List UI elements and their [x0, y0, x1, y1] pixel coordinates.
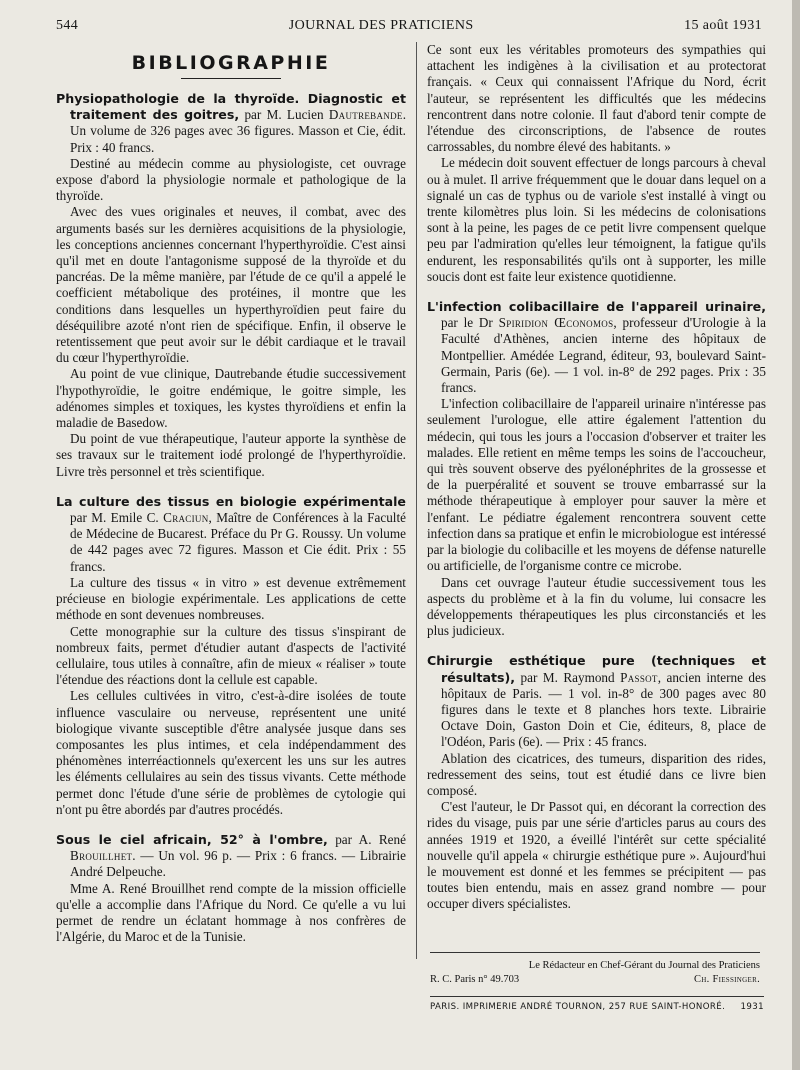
review-heading: [56, 91, 406, 156]
review-paragraph: Du point de vue thérapeutique, l'auteur apporte la synthèse de ses travaux sur le traitement iodé prolongé de l'hyperthyroïdie. Livre très personnel et très scientifique.: [56, 431, 406, 479]
review-heading: [56, 494, 406, 575]
title-rule: [181, 78, 281, 79]
page-header: [56, 18, 766, 34]
review-body: [56, 156, 406, 480]
review-paragraph: Cette monographie sur la culture des tissus s'inspirant de nombreux faits, permet d'étudier autant d'aspects de l'activité cellulaire, tous utiles à connaître, afin de mieux « réaliser » toute l'étendue des réactions dont la cellule est capable.: [56, 623, 406, 688]
review-heading: [427, 299, 766, 396]
review-paragraph: Les cellules cultivées in vitro, c'est-à-dire isolées de toute influence vasculaire ou nerveuse, représentent une unité biologique vivante susceptible d'être analysée jusque dans ses composantes les plus intimes, et cela indépendamment des phénomènes interréactionnels qu'exercent les uns sur les autres les éléments cellulaires au sein des tissus vivants. Cette méthode permet donc l'étude d'une série de problèmes de cytologie qui n'ont pu être abordés par d'autres procédés.: [56, 688, 406, 817]
imprint-text: PARIS. IMPRIMERIE ANDRÉ TOURNON, 257 RUE SAINT-HONORÉ.: [430, 1002, 726, 1012]
review-culture-tissus: [56, 494, 406, 818]
review-details: , ancien interne des hôpitaux de Paris. — 1 vol. in-8° de 300 pages avec 80 figures dans le texte et 8 planches hors texte. Librairie Octave Doin, Gaston Doin et Cie, éditeurs, 8, place de l'Odéon, Paris (6e). — Prix : 45 francs.: [440, 669, 767, 750]
review-title: L'infection colibacillaire de l'appareil urinaire,: [426, 299, 766, 315]
review-ciel-africain: [56, 832, 406, 945]
review-paragraph: Ablation des cicatrices, des tumeurs, disparition des rides, redressement des seins, tout est étudié dans ce livre bien composé.: [426, 750, 766, 798]
review-pre: par le Dr: [440, 315, 493, 331]
imprint-year: 1931: [740, 1002, 764, 1012]
review-pre: par M. Raymond: [520, 669, 615, 685]
review-chirurgie-esthetique: [427, 653, 766, 912]
review-paragraph: C'est l'auteur, le Dr Passot qui, en décorant la correction des rides du visage, puis par une série d'articles parus au cours des années 1919 et 1920, a éveillé l'intérêt sur cette spécialité nouvelle qu'il appela « chirurgie esthétique pure ». Aujourd'hui le mouvement est donné et les femmes se précipitent — pas toutes bien entendu, mais en assez grand nombre — pour occuper divers spécialistes.: [426, 799, 766, 912]
review-paragraph: La culture des tissus « in vitro » est devenue extrêmement précieuse en biologie expérimentale. Les applications de cette méthode en sont devenues nombreuses.: [56, 574, 406, 623]
review-author: Passot: [620, 669, 658, 685]
page-number: 544: [56, 18, 79, 33]
review-body: [56, 575, 406, 818]
review-thyroide: [56, 91, 406, 480]
editor-footer: [430, 952, 760, 987]
review-paragraph: Ce sont eux les véritables promoteurs des sympathies qui attachent les indigènes à la civilisation et au protectorat français. « Ceux qui connaissent l'Afrique du Nord, écrit l'auteur, se représentent les difficultés que les médecins rencontrent dans notre colonie. Il faut d'abord tenir compte de l'étendue des circonscriptions, de l'absence de routes carrossables, du nombre élevé des habitants. »: [426, 42, 766, 155]
review-details: , professeur d'Urologie à la Faculté d'Athènes, ancien interne des hôpitaux de Montpellier. Amédée Legrand, éditeur, 93, boulevard Saint-Germain, Paris (6e). — 1 vol. in-8° de 292 pages. Prix : 35 francs.: [440, 315, 766, 396]
review-title: Sous le ciel africain, 52° à l'ombre,: [56, 831, 328, 847]
review-title: Physiopathologie de la thyroïde. Diagnostic et traitement des goitres,: [56, 91, 406, 123]
right-column: [416, 42, 766, 959]
review-pre: par A. René: [335, 831, 406, 847]
review-infection-colibacillaire: [427, 299, 766, 639]
review-paragraph: Au point de vue clinique, Dautrebande étudie successivement l'hypothyroïdie, le goitre endémique, le goitre simple, les adénomes simples et toxiques, les kystes thyroïdiens et enfin la maladie de Basedow.: [56, 366, 406, 431]
review-author: Dautrebande: [328, 107, 403, 123]
review-paragraph: Mme A. René Brouillhet rend compte de la mission officielle qu'elle a accomplie dans l'Afrique du Nord. Ce qu'elle a vu lui permet de rendre un éclatant hommage à nos confrères de l'Algérie, du Maroc et de la Tunisie.: [56, 880, 406, 945]
issue-date: 15 août 1931: [684, 18, 762, 33]
review-author: Spiridion Œconomos: [498, 315, 614, 331]
review-paragraph: L'infection colibacillaire de l'appareil urinaire n'intéresse pas seulement l'urologue, elle attire également l'attention du médecin, qui tous les jours a l'occasion d'observer et traiter les malades. Elle retient en même temps les soins de l'accoucheur, qui très souvent observe des pyélonéphrites de la grossesse et de la puerpéralité et souvent se trouve embarrassé sur la méthode thérapeutique à employer pour sauver la mère et l'enfant. Le pédiatre également rencontrera souvent cette infection dans sa pratique et enfin le microbiologue est intéressé par la biologie du colibacille et les moyens de défense naturelle ou artificielle, de l'organisme contre ce microbe.: [426, 396, 766, 574]
review-author: Craciun: [163, 510, 209, 526]
review-body: [427, 396, 766, 639]
printer-imprint: [430, 996, 764, 1012]
journal-title: JOURNAL DES PRATICIENS: [288, 18, 474, 33]
review-title: Chirurgie esthétique pure (techniques et résultats),: [426, 653, 766, 685]
review-pre: par M. Lucien: [244, 107, 324, 123]
registry-number: R. C. Paris n° 49.703: [430, 974, 520, 985]
review-body: [56, 881, 406, 946]
review-paragraph: Destiné au médecin comme au physiologiste, cet ouvrage expose d'abord la physiologie normale et pathologique de la thyroïde.: [56, 155, 406, 204]
review-pre: par M. Emile C.: [70, 510, 159, 526]
review-details: . — Un vol. 96 p. — Prix : 6 francs. — Librairie André Delpeuche.: [70, 848, 406, 880]
editor-name: Ch. Fiessinger.: [693, 974, 760, 985]
two-column-body: [56, 42, 766, 959]
editor-line: Le Rédacteur en Chef-Gérant du Journal des Praticiens: [528, 960, 760, 971]
review-title: La culture des tissus en biologie expérimentale: [56, 493, 406, 509]
review-details: , Maître de Conférences à la Faculté de Médecine de Bucarest. Préface du Pr G. Roussy. Un volume de 442 pages avec 72 figures. Masson et Cie édit. Prix : 55 francs.: [70, 510, 406, 574]
review-paragraph: Le médecin doit souvent effectuer de longs parcours à cheval ou à mulet. Il arrive fréquemment que le douar dans lequel on a signalé un cas de typhus ou de variole s'est installé à vingt ou trente kilomètres plus loin. Si les médecins de colonisations sont à la peine, les pages de ce petit livre compensent quelque peu par l'admiration qu'elles leur témoignent, la fatigue qu'ils endurent, les responsabilités qu'ils ont à supporter, les mille soucis dont est faite leur existence quotidienne.: [426, 155, 766, 284]
review-heading: [427, 653, 766, 750]
section-title: BIBLIOGRAPHIE: [131, 52, 331, 74]
left-column: [56, 42, 416, 959]
review-body: [427, 751, 766, 913]
review-details: . Un volume de 326 pages avec 36 figures. Masson et Cie, édit. Prix : 40 francs.: [70, 107, 406, 155]
review-continuation: [427, 42, 766, 285]
review-paragraph: Avec des vues originales et neuves, il combat, avec des arguments basés sur les dernières acquisitions de la physiologie, les conceptions anciennes concernant l'hyperthyroïdie. C'est ainsi qu'il met en doute l'antagonisme supposé de la thyroïde et du pancréas. De la même manière, par l'étude de ce qu'il a appelé le coefficient métabolique des protéines, il montre que les conditions dans lesquelles un hyperthyroïdien peut faire du déséquilibre azoté n'ont rien de spécifique. Enfin, il observe le retentissement que peut avoir sur le débit cardiaque et le travail du cœur l'hyperthyroïdie.: [56, 204, 406, 366]
review-heading: [56, 832, 406, 881]
review-paragraph: Dans cet ouvrage l'auteur étudie successivement tous les aspects du problème et à la fin du volume, lui consacre les développements thérapeutiques les plus circonstanciés et les plus judicieux.: [426, 574, 766, 639]
review-author: Brouillhet: [70, 848, 133, 864]
